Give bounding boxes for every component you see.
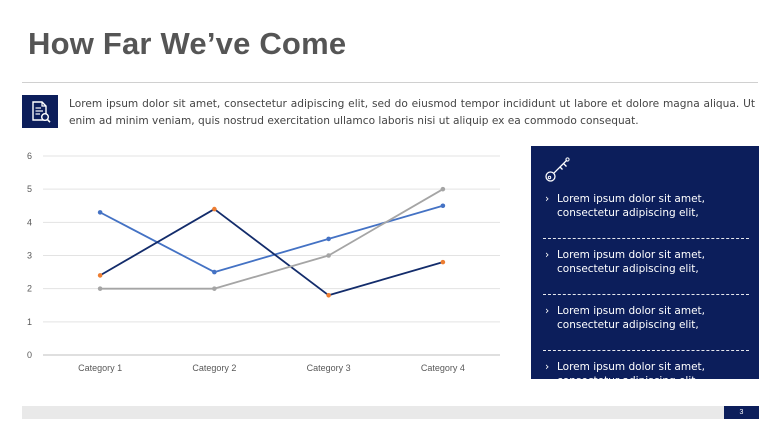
bullet-chevron: › xyxy=(545,305,550,317)
panel-item-text: Lorem ipsum dolor sit amet, consectetur adipiscing elit, xyxy=(557,305,705,331)
dashed-divider xyxy=(543,350,749,351)
y-tick-label: 2 xyxy=(26,283,32,294)
data-point xyxy=(441,203,446,208)
data-point xyxy=(212,207,217,212)
slide-title: How Far We’ve Come xyxy=(28,26,347,61)
x-tick-label: Category 1 xyxy=(78,363,123,373)
x-tick-label: Category 4 xyxy=(420,363,465,373)
intro-paragraph: Lorem ipsum dolor sit amet, consectetur adipiscing elit, sed do eiusmod tempor incididunt ut labore et dolore magna aliqua. Ut enim ad minim veniam, quis nostrud exercitation ullamco laboris nisi ut aliquip ex ea commodo consequat. xyxy=(69,98,755,127)
key-icon xyxy=(543,155,573,185)
footer-bar xyxy=(22,406,724,419)
line-chart xyxy=(20,145,510,380)
data-point xyxy=(212,286,217,291)
x-tick-label: Category 3 xyxy=(306,363,351,373)
y-tick-label: 1 xyxy=(26,316,32,327)
y-tick-label: 0 xyxy=(26,350,32,360)
document-search-icon xyxy=(22,95,58,128)
page-number: 3 xyxy=(724,406,759,419)
data-point xyxy=(326,253,331,258)
bullet-chevron: › xyxy=(545,361,550,373)
list-item xyxy=(545,248,747,294)
list-item xyxy=(545,192,747,238)
panel-item-text: Lorem ipsum dolor sit amet, consectetur adipiscing elit, xyxy=(557,249,705,275)
list-item xyxy=(545,360,747,406)
y-tick-label: 4 xyxy=(26,217,32,228)
data-point xyxy=(326,237,331,242)
data-point xyxy=(441,187,446,192)
data-point xyxy=(98,210,103,215)
list-item xyxy=(545,304,747,350)
panel-bullet-list xyxy=(545,192,747,406)
data-point xyxy=(441,260,446,265)
data-point xyxy=(326,293,331,298)
panel-item-text: Lorem ipsum dolor sit amet, consectetur adipiscing elit, xyxy=(557,193,705,219)
highlights-panel xyxy=(531,146,759,387)
data-point xyxy=(98,273,103,278)
bullet-chevron: › xyxy=(545,193,550,205)
title-divider xyxy=(22,82,758,83)
data-point xyxy=(212,270,217,275)
series-line-1 xyxy=(100,206,443,272)
dashed-divider xyxy=(543,294,749,295)
y-tick-label: 6 xyxy=(26,151,32,161)
x-tick-label: Category 2 xyxy=(192,363,237,373)
bullet-chevron: › xyxy=(545,249,550,261)
dashed-divider xyxy=(543,238,749,239)
panel-item-text: Lorem ipsum dolor sit amet, consectetur adipiscing elit, xyxy=(557,361,705,387)
y-tick-label: 5 xyxy=(26,184,32,195)
y-tick-label: 3 xyxy=(26,250,32,261)
data-point xyxy=(98,286,103,291)
